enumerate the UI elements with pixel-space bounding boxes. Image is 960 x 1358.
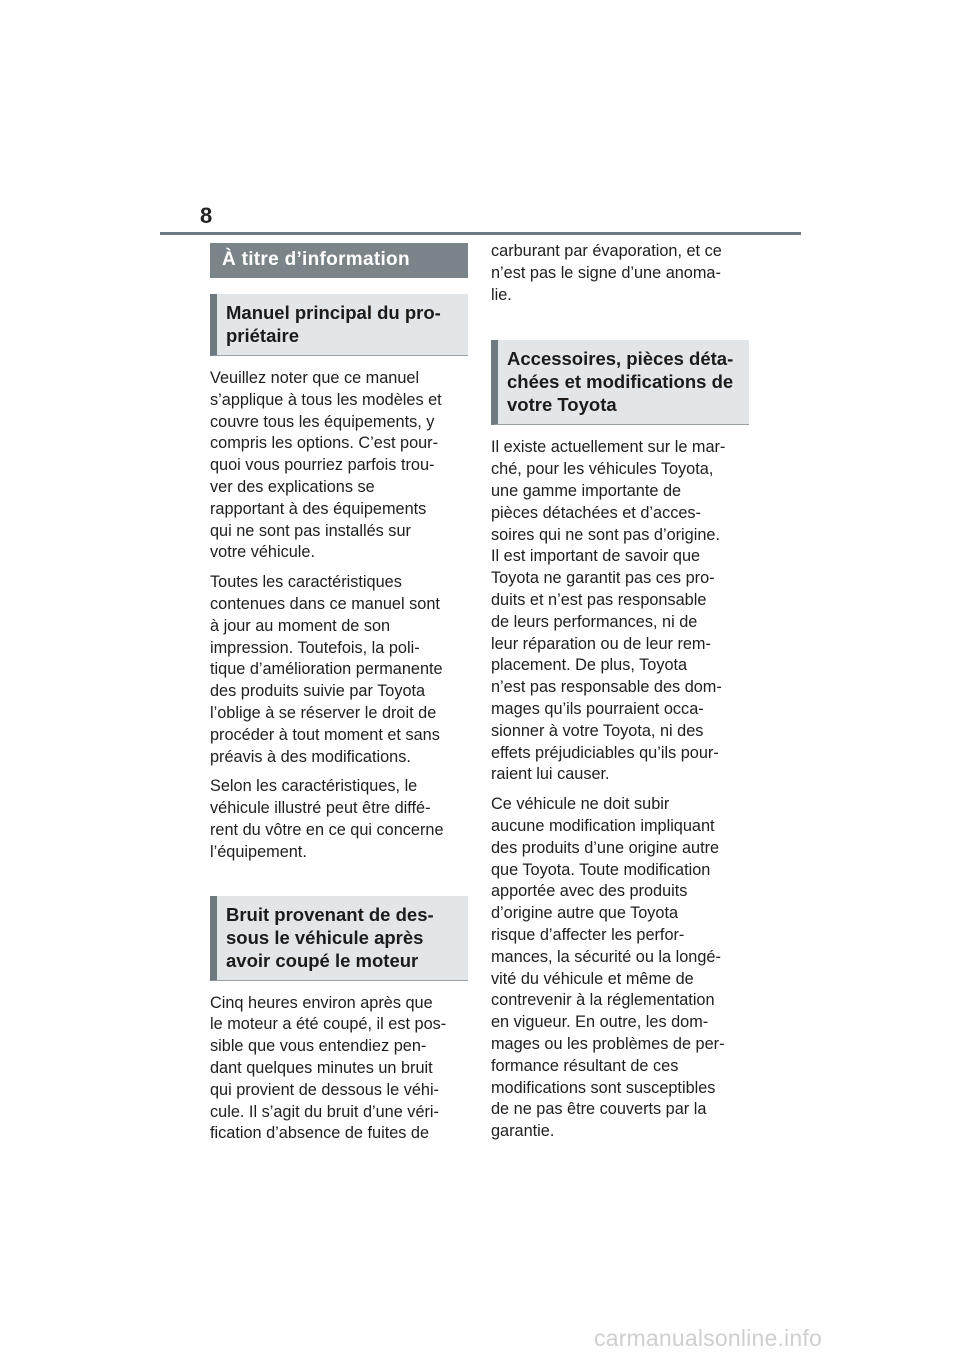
section-banner: À titre d’information bbox=[210, 243, 468, 278]
text-line: l’équipement. bbox=[210, 842, 307, 861]
paragraph bbox=[210, 572, 468, 768]
text-line: de ne pas être couverts par la bbox=[491, 1100, 707, 1119]
text-line: mages ou les problèmes de per- bbox=[491, 1034, 725, 1053]
text-line: sous le véhicule après bbox=[226, 926, 424, 948]
text-line: ché, pour les véhicules Toyota, bbox=[491, 460, 714, 479]
text-line: tique d’amélioration permanente bbox=[210, 660, 443, 679]
text-line: pièces détachées et d’acces- bbox=[491, 503, 701, 522]
text-line: sionner à votre Toyota, ni des bbox=[491, 721, 704, 740]
text-line: l’oblige à se réserver le droit de bbox=[210, 703, 437, 722]
subheading-noise-under-vehicle bbox=[210, 896, 468, 981]
text-line: compris les options. C’est pour- bbox=[210, 434, 439, 453]
subheading-accessories bbox=[491, 340, 749, 425]
text-line: votre Toyota bbox=[507, 394, 617, 416]
text-line: Manuel principal du pro- bbox=[226, 302, 441, 323]
paragraph bbox=[491, 794, 749, 1143]
text-line: Cinq heures environ après que bbox=[210, 993, 433, 1012]
text-line: fication d’absence de fuites de bbox=[210, 1124, 430, 1143]
text-line: mances, la sécurité ou la longé- bbox=[491, 947, 721, 966]
text-line: en vigueur. En outre, les dom- bbox=[491, 1013, 709, 1032]
text-line: Selon les caractéristiques, le bbox=[210, 777, 418, 796]
text-line: s’applique à tous les modèles et bbox=[210, 390, 442, 409]
text-line: effets préjudiciables qu’ils pour- bbox=[491, 743, 719, 762]
text-line: Il existe actuellement sur le mar- bbox=[491, 438, 726, 457]
text-line: Ce véhicule ne doit subir bbox=[491, 795, 670, 814]
text-line: véhicule illustré peut être diffé- bbox=[210, 799, 431, 818]
text-line: que Toyota. Toute modification bbox=[491, 860, 711, 879]
paragraph bbox=[491, 241, 749, 306]
text-line: couvre tous les équipements, y bbox=[210, 412, 435, 431]
text-line: des produits d’une origine autre bbox=[491, 838, 720, 857]
text-line: carburant par évaporation, et ce bbox=[491, 242, 722, 260]
text-line: raient lui causer. bbox=[491, 765, 610, 784]
text-line: formance résultant de ces bbox=[491, 1056, 679, 1075]
text-line: priétaire bbox=[226, 325, 300, 346]
text-line: avoir coupé le moteur bbox=[226, 949, 419, 971]
text-line: contenues dans ce manuel sont bbox=[210, 594, 440, 613]
paragraph bbox=[210, 993, 468, 1146]
text-line: Toutes les caractéristiques bbox=[210, 573, 402, 592]
text-line: dant quelques minutes un bruit bbox=[210, 1058, 433, 1077]
paragraph bbox=[210, 776, 468, 863]
text-line: Il est important de savoir que bbox=[491, 547, 701, 566]
page-number: 8 bbox=[200, 203, 213, 228]
text-line: cule. Il s’agit du bruit d’une véri- bbox=[210, 1102, 439, 1121]
text-line: sible que vous entendiez pen- bbox=[210, 1037, 427, 1056]
text-line: impression. Toutefois, la poli- bbox=[210, 638, 420, 657]
text-line: soires qui ne sont pas d’origine. bbox=[491, 525, 720, 544]
text-line: une gamme importante de bbox=[491, 481, 682, 500]
watermark: carmanualsonline.info bbox=[594, 1325, 822, 1351]
text-line: d’origine autre que Toyota bbox=[491, 904, 679, 923]
text-line: qui provient de dessous le véhi- bbox=[210, 1080, 439, 1099]
paragraph bbox=[491, 437, 749, 786]
text-line: leur réparation ou de leur rem- bbox=[491, 634, 711, 653]
text-line: apportée avec des produits bbox=[491, 882, 688, 901]
header-rule bbox=[160, 232, 801, 235]
text-line: qui ne sont pas installés sur bbox=[210, 521, 411, 540]
text-line: duits et n’est pas responsable bbox=[491, 590, 707, 609]
text-line: aucune modification impliquant bbox=[491, 816, 715, 835]
text-line: Veuillez noter que ce manuel bbox=[210, 369, 420, 387]
text-line: rapportant à des équipements bbox=[210, 499, 427, 518]
text-line: garantie. bbox=[491, 1122, 555, 1141]
text-line: mages qu’ils pourraient occa- bbox=[491, 699, 704, 718]
text-line: chées et modifications de bbox=[507, 371, 734, 393]
subheading-owners-manual bbox=[210, 294, 468, 356]
text-line: votre véhicule. bbox=[210, 543, 315, 562]
text-line: n’est pas le signe d’une anoma- bbox=[491, 263, 721, 282]
text-line: à jour au moment de son bbox=[210, 616, 391, 635]
text-line: Toyota ne garantit pas ces pro- bbox=[491, 569, 715, 588]
text-line: le moteur a été coupé, il est pos- bbox=[210, 1015, 447, 1034]
text-line: des produits suivie par Toyota bbox=[210, 682, 426, 701]
text-line: risque d’affecter les perfor- bbox=[491, 925, 685, 944]
paragraph bbox=[210, 368, 468, 564]
text-line: Accessoires, pièces déta- bbox=[507, 348, 734, 370]
text-line: préavis à des modifications. bbox=[210, 747, 411, 766]
text-line: procéder à tout moment et sans bbox=[210, 725, 440, 744]
right-column bbox=[491, 241, 749, 1151]
text-line: n’est pas responsable des dom- bbox=[491, 678, 722, 697]
text-line: ver des explications se bbox=[210, 477, 375, 496]
text-line: Bruit provenant de des- bbox=[226, 903, 434, 925]
text-line: placement. De plus, Toyota bbox=[491, 656, 688, 675]
left-column bbox=[210, 243, 468, 1153]
text-line: modifications sont susceptibles bbox=[491, 1078, 716, 1097]
text-line: contrevenir à la réglementation bbox=[491, 991, 715, 1010]
text-line: quoi vous pourriez parfois trou- bbox=[210, 456, 435, 475]
text-line: de leurs performances, ni de bbox=[491, 612, 698, 631]
text-line: rent du vôtre en ce qui concerne bbox=[210, 820, 444, 839]
text-line: lie. bbox=[491, 285, 512, 304]
text-line: vité du véhicule et même de bbox=[491, 969, 694, 988]
